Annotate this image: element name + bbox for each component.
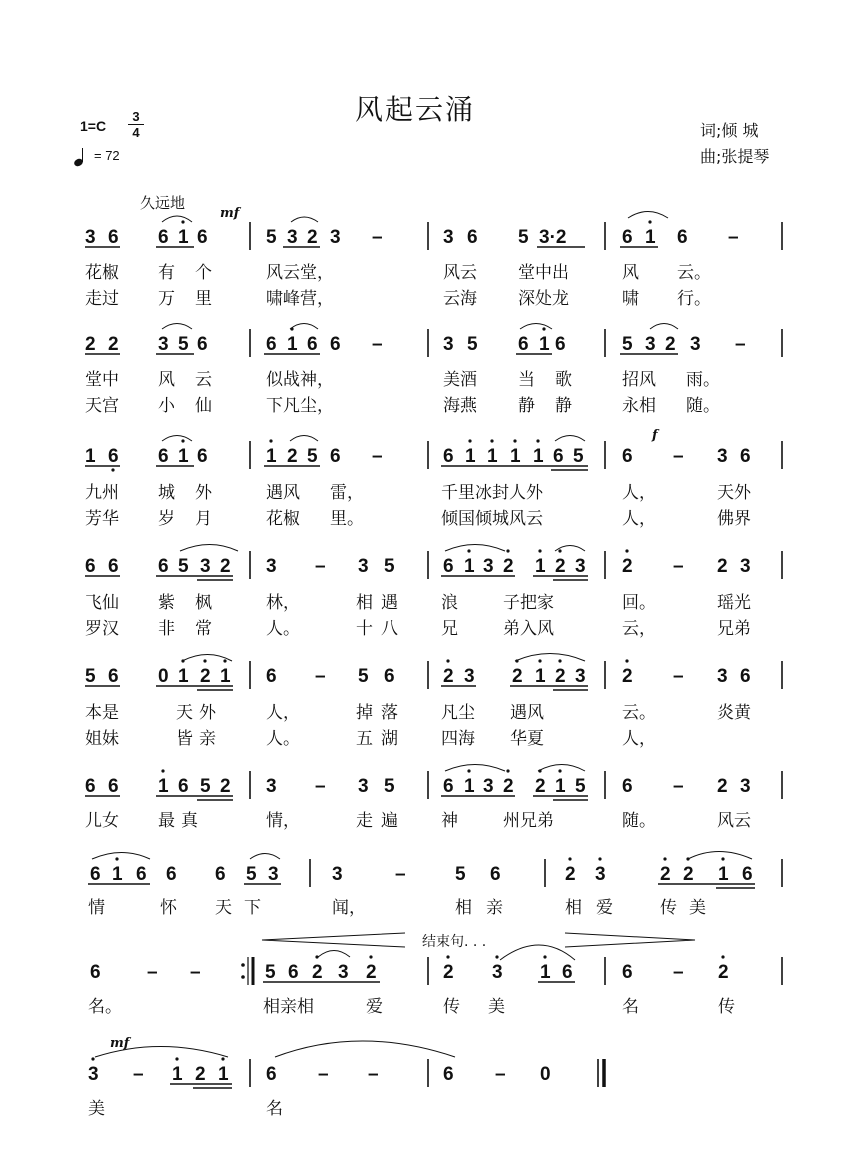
lyric: 人， (622, 483, 656, 503)
svg-text:6: 6 (467, 227, 478, 248)
svg-text:–: – (315, 776, 326, 797)
svg-text:5: 5 (575, 776, 586, 797)
svg-text:6: 6 (158, 446, 169, 467)
expression-marking: 久远地 (140, 194, 186, 212)
svg-text:–: – (315, 556, 326, 577)
svg-text:6: 6 (740, 666, 751, 687)
lyricist-credit: 词;倾 城 (700, 121, 759, 140)
svg-text:5: 5 (307, 446, 318, 467)
lyric: 下凡尘， (266, 396, 334, 416)
tempo-value: = 72 (94, 148, 120, 163)
dynamic-mf-1: mf (220, 206, 240, 221)
lyric: 雨。 (686, 370, 720, 390)
svg-text:3: 3 (268, 864, 279, 885)
lyric: 遇风 (510, 703, 544, 723)
svg-text:1: 1 (487, 446, 498, 467)
lyric: 炎黄 (717, 703, 751, 723)
lyric: 爱 (366, 997, 383, 1017)
svg-text:6: 6 (197, 334, 208, 355)
lyric: 怀 (160, 898, 177, 918)
svg-text:6: 6 (443, 776, 454, 797)
svg-text:1: 1 (555, 776, 566, 797)
svg-text:–: – (735, 334, 746, 355)
lyric: 似战神， (266, 370, 334, 390)
svg-text:2: 2 (622, 556, 633, 577)
svg-text:6: 6 (677, 227, 688, 248)
svg-text:6: 6 (622, 962, 633, 983)
lyric: 岁月 (158, 509, 232, 529)
svg-text:5: 5 (265, 962, 276, 983)
lyric: 儿女 (85, 811, 119, 831)
svg-text:–: – (673, 556, 684, 577)
svg-text:3: 3 (330, 227, 341, 248)
svg-text:2: 2 (85, 334, 96, 355)
dynamic-f: f (652, 428, 658, 443)
lyric: 花椒 (85, 263, 119, 283)
svg-text:6: 6 (85, 776, 96, 797)
svg-text:2: 2 (717, 556, 728, 577)
svg-text:6: 6 (330, 446, 341, 467)
lyric: 遇风 (266, 483, 300, 503)
svg-text:1: 1 (172, 1064, 183, 1085)
svg-text:1: 1 (464, 556, 475, 577)
lyric: 雷， (330, 483, 364, 503)
svg-text:3: 3 (717, 446, 728, 467)
svg-text:–: – (372, 334, 383, 355)
lyric: 走过 (85, 289, 119, 309)
svg-text:5: 5 (573, 446, 584, 467)
svg-text:5: 5 (200, 776, 211, 797)
lyric: 啸 (622, 289, 639, 309)
svg-text:6: 6 (108, 556, 119, 577)
svg-text:3: 3 (492, 962, 503, 983)
lyric: 天外 (176, 703, 222, 723)
svg-text:2: 2 (660, 864, 671, 885)
lyric: 传美 (660, 898, 718, 918)
svg-text:6: 6 (288, 962, 299, 983)
lyric: 千里冰封人外 (441, 483, 543, 503)
lyric: 名 (266, 1099, 283, 1119)
svg-text:3: 3 (287, 227, 298, 248)
svg-text:–: – (147, 962, 158, 983)
key-signature: 1=C (80, 118, 107, 134)
svg-text:6: 6 (197, 227, 208, 248)
svg-text:6: 6 (166, 864, 177, 885)
lyric: 随。 (622, 811, 656, 831)
svg-text:1: 1 (178, 227, 189, 248)
svg-text:5: 5 (384, 776, 395, 797)
lyric: 堂中 (85, 370, 119, 390)
svg-text:3: 3 (575, 666, 586, 687)
lyric: 十八 (356, 619, 406, 639)
svg-text:–: – (133, 1064, 144, 1085)
svg-text:2: 2 (366, 962, 377, 983)
lyric: 堂中出 (518, 263, 569, 283)
lyric: 传美 (443, 997, 533, 1017)
svg-text:3: 3 (740, 556, 751, 577)
svg-text:6: 6 (158, 556, 169, 577)
lyric: 行。 (677, 289, 711, 309)
svg-text:–: – (673, 962, 684, 983)
svg-text:3: 3 (85, 227, 96, 248)
svg-text:6: 6 (622, 446, 633, 467)
lyric: 风 (622, 263, 639, 283)
time-signature-bottom: 4 (132, 125, 140, 140)
svg-text:6: 6 (518, 334, 529, 355)
lyric: 罗汉 (85, 619, 119, 639)
lyric: 五湖 (356, 729, 406, 749)
lyric: 瑶光 (717, 593, 751, 613)
svg-text:–: – (315, 666, 326, 687)
lyric: 情， (266, 811, 300, 831)
lyric: 最真 (158, 811, 204, 831)
lyric: 静静 (518, 396, 592, 416)
svg-text:6: 6 (555, 334, 566, 355)
svg-text:2: 2 (195, 1064, 206, 1085)
svg-text:3: 3 (740, 776, 751, 797)
lyric: 里。 (330, 509, 364, 529)
lyric: 深处龙 (518, 289, 569, 309)
svg-text:2: 2 (307, 227, 318, 248)
lyric: 弟入风 (503, 619, 554, 639)
svg-text:1: 1 (533, 446, 544, 467)
svg-text:0: 0 (158, 666, 169, 687)
svg-text:3·2: 3·2 (539, 227, 567, 248)
svg-text:6: 6 (178, 776, 189, 797)
svg-text:6: 6 (266, 334, 277, 355)
svg-text:1: 1 (220, 666, 231, 687)
lyric: 风云 (443, 263, 477, 283)
svg-text:2: 2 (683, 864, 694, 885)
svg-text:2: 2 (220, 556, 231, 577)
svg-text:6: 6 (562, 962, 573, 983)
page-title: 风起云涌 (355, 93, 476, 126)
lyric: 有个 (158, 263, 232, 283)
svg-text:3: 3 (266, 556, 277, 577)
lyric: 名 (622, 997, 639, 1017)
lyric: 神 (441, 811, 458, 831)
svg-text:3: 3 (717, 666, 728, 687)
lyric: 走遍 (356, 811, 406, 831)
svg-text:5: 5 (455, 864, 466, 885)
lyric: 永相 (622, 396, 656, 416)
svg-text:2: 2 (220, 776, 231, 797)
svg-text:3: 3 (483, 776, 494, 797)
lyric: 闻， (332, 898, 366, 918)
svg-text:6: 6 (740, 446, 751, 467)
lyric: 云海 (443, 289, 477, 309)
svg-text:2: 2 (503, 556, 514, 577)
svg-text:2: 2 (535, 776, 546, 797)
svg-text:1: 1 (158, 776, 169, 797)
lyric: 人。 (266, 619, 300, 639)
lyric: 人， (622, 729, 656, 749)
svg-text:1: 1 (535, 556, 546, 577)
svg-text:2: 2 (200, 666, 211, 687)
lyric: 情 (88, 898, 105, 918)
lyric: 兄 (441, 619, 458, 639)
svg-text:6: 6 (384, 666, 395, 687)
svg-text:3: 3 (483, 556, 494, 577)
svg-text:6: 6 (742, 864, 753, 885)
composer-credit: 曲;张提琴 (700, 147, 770, 166)
svg-text:3: 3 (338, 962, 349, 983)
svg-text:6: 6 (197, 446, 208, 467)
svg-text:6: 6 (330, 334, 341, 355)
lyric: 名。 (88, 997, 122, 1017)
svg-text:6: 6 (307, 334, 318, 355)
lyric: 风云 (717, 811, 751, 831)
svg-text:5: 5 (622, 334, 633, 355)
lyric: 兄弟 (717, 619, 751, 639)
svg-text:–: – (318, 1064, 329, 1085)
svg-text:–: – (395, 864, 406, 885)
lyric: 凡尘 (441, 703, 475, 723)
svg-text:1: 1 (539, 334, 550, 355)
svg-text:3: 3 (464, 666, 475, 687)
svg-text:5: 5 (358, 666, 369, 687)
svg-text:6: 6 (215, 864, 226, 885)
svg-text:1: 1 (465, 446, 476, 467)
svg-text:2: 2 (443, 962, 454, 983)
svg-text:2: 2 (287, 446, 298, 467)
svg-text:2: 2 (503, 776, 514, 797)
svg-text:2: 2 (555, 556, 566, 577)
svg-text:2: 2 (717, 776, 728, 797)
svg-text:3: 3 (200, 556, 211, 577)
svg-text:3: 3 (358, 776, 369, 797)
svg-text:3: 3 (88, 1064, 99, 1085)
lyric: 海燕 (443, 396, 477, 416)
svg-text:1: 1 (85, 446, 96, 467)
svg-text:5: 5 (467, 334, 478, 355)
svg-text:3: 3 (158, 334, 169, 355)
lyric: 姐妹 (85, 729, 119, 749)
svg-text:2: 2 (565, 864, 576, 885)
svg-text:6: 6 (136, 864, 147, 885)
svg-text:–: – (673, 776, 684, 797)
svg-text:–: – (728, 227, 739, 248)
lyric: 皆亲 (176, 729, 222, 749)
lyric: 小仙 (158, 396, 232, 416)
svg-text:1: 1 (645, 227, 656, 248)
lyric: 回。 (622, 593, 656, 613)
ending-label: 结束句. . . (418, 931, 490, 951)
lyric: 相遇 (356, 593, 406, 613)
svg-text:1: 1 (535, 666, 546, 687)
svg-text:6: 6 (443, 1064, 454, 1085)
svg-text:6: 6 (108, 776, 119, 797)
svg-text:6: 6 (553, 446, 564, 467)
svg-text:5: 5 (178, 556, 189, 577)
lyric: 倾国倾城风云 (441, 509, 543, 529)
lyric: 子把家 (503, 593, 554, 613)
svg-text:–: – (372, 446, 383, 467)
lyric: 相亲相 (263, 997, 314, 1017)
svg-text:2: 2 (622, 666, 633, 687)
svg-text:2: 2 (443, 666, 454, 687)
lyric: 云， (622, 619, 656, 639)
lyric: 浪 (441, 593, 458, 613)
svg-text:1: 1 (266, 446, 277, 467)
svg-text:6: 6 (108, 666, 119, 687)
svg-text:2: 2 (718, 962, 729, 983)
lyric: 非常 (158, 619, 232, 639)
lyric: 当歌 (518, 370, 592, 390)
svg-text:–: – (673, 446, 684, 467)
svg-text:6: 6 (108, 446, 119, 467)
lyric: 风云堂， (266, 263, 334, 283)
svg-text:6: 6 (85, 556, 96, 577)
svg-text:2: 2 (665, 334, 676, 355)
lyric: 华夏 (510, 729, 544, 749)
lyric: 传 (718, 997, 735, 1017)
svg-text:–: – (190, 962, 201, 983)
lyric: 天宫 (85, 396, 119, 416)
lyric: 随。 (686, 396, 720, 416)
lyric: 四海 (441, 729, 475, 749)
lyric: 城外 (158, 483, 232, 503)
lyric: 啸峰营， (266, 289, 334, 309)
lyric: 云。 (677, 263, 711, 283)
svg-text:6: 6 (490, 864, 501, 885)
lyric: 人， (622, 509, 656, 529)
svg-text:3: 3 (358, 556, 369, 577)
svg-text:3: 3 (443, 334, 454, 355)
svg-text:3: 3 (690, 334, 701, 355)
lyric: 九州 (85, 483, 119, 503)
lyric: 芳华 (85, 509, 119, 529)
lyric: 相亲 (455, 898, 517, 918)
svg-text:1: 1 (178, 666, 189, 687)
lyric: 人。 (266, 729, 300, 749)
lyric: 州兄弟 (503, 811, 554, 831)
svg-text:6: 6 (158, 227, 169, 248)
svg-text:1: 1 (178, 446, 189, 467)
svg-text:6: 6 (443, 556, 454, 577)
svg-text:–: – (372, 227, 383, 248)
svg-text:–: – (495, 1064, 506, 1085)
lyric: 花椒 (266, 509, 300, 529)
svg-text:0: 0 (540, 1064, 551, 1085)
lyric: 万里 (158, 289, 232, 309)
lyric: 掉落 (356, 703, 406, 723)
svg-text:3: 3 (443, 227, 454, 248)
lyric: 人， (266, 703, 300, 723)
svg-text:1: 1 (287, 334, 298, 355)
time-signature-top: 3 (132, 109, 140, 124)
svg-text:6: 6 (443, 446, 454, 467)
lyric: 紫枫 (158, 593, 232, 613)
svg-text:6: 6 (622, 776, 633, 797)
lyric: 招风 (622, 370, 656, 390)
dynamic-mf-2: mf (110, 1036, 130, 1051)
lyric: 飞仙 (85, 593, 119, 613)
svg-text:5: 5 (178, 334, 189, 355)
lyric: 美 (88, 1099, 105, 1119)
lyric: 云。 (622, 703, 656, 723)
lyric: 佛界 (717, 509, 751, 529)
svg-text:6: 6 (266, 1064, 277, 1085)
lyric: 天下 (215, 898, 273, 918)
svg-text:6: 6 (90, 962, 101, 983)
svg-text:5: 5 (384, 556, 395, 577)
svg-text:–: – (368, 1064, 379, 1085)
svg-text:2: 2 (555, 666, 566, 687)
lyric: 天外 (717, 483, 751, 503)
svg-text:1: 1 (218, 1064, 229, 1085)
svg-text:5: 5 (246, 864, 257, 885)
lyric: 风云 (158, 370, 232, 390)
svg-text:3: 3 (575, 556, 586, 577)
svg-text:5: 5 (85, 666, 96, 687)
svg-text:3: 3 (332, 864, 343, 885)
svg-text:2: 2 (108, 334, 119, 355)
svg-text:1: 1 (718, 864, 729, 885)
svg-text:3: 3 (595, 864, 606, 885)
lyric: 相爱 (565, 898, 627, 918)
svg-text:6: 6 (622, 227, 633, 248)
svg-text:1: 1 (112, 864, 123, 885)
svg-text:6: 6 (108, 227, 119, 248)
svg-text:6: 6 (90, 864, 101, 885)
svg-text:2: 2 (512, 666, 523, 687)
svg-text:1: 1 (540, 962, 551, 983)
svg-text:–: – (673, 666, 684, 687)
lyric: 林， (266, 593, 300, 613)
svg-text:6: 6 (266, 666, 277, 687)
lyric: 美酒 (443, 370, 477, 390)
svg-text:2: 2 (312, 962, 323, 983)
svg-text:5: 5 (518, 227, 529, 248)
svg-text:1: 1 (510, 446, 521, 467)
svg-text:3: 3 (266, 776, 277, 797)
svg-text:5: 5 (266, 227, 277, 248)
svg-text:3: 3 (645, 334, 656, 355)
lyric: 本是 (85, 703, 119, 723)
svg-text:1: 1 (464, 776, 475, 797)
